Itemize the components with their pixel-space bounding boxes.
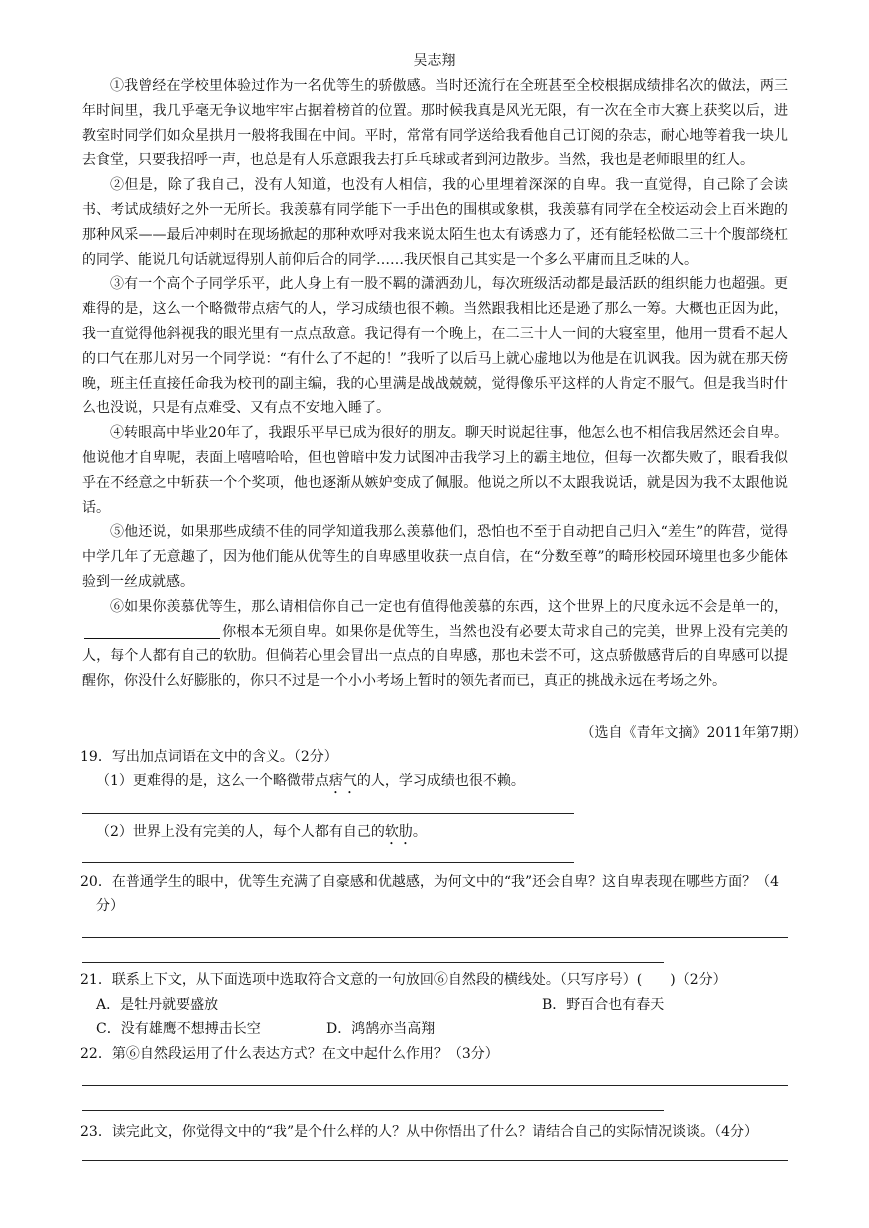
paragraph-1: ①我曾经在学校里体验过作为一名优等生的骄傲感。当时还流行在全班甚至全校根据成绩排名次的做法，两三年时间里，我几乎毫无争议地牢牢占据着榜首的位置。那时候我真是风光无限，有一次在全市大赛上获奖以后，进教室时同学们如众星拱月一般将我围在中间。平时，常常有同学送给我看他自己订阅的杂志，耐心地等着我一块儿去食堂，只要我招呼一声，也总是有人乐意跟我去打乒乓球或者到河边散步。当然，我也是老师眼里的红人。: [82, 78, 788, 169]
question-19-sub-1: [96, 770, 525, 797]
article-source: （选自《青年文摘》2011年第7期）: [580, 725, 807, 741]
paragraph-4: ④转眼高中毕业20年了，我跟乐平早已成为很好的朋友。聊天时说起往事，他怎么也不相信我居然还会自卑。他说他才自卑呢，表面上嘻嘻哈哈，但也曾暗中发力试图冲击我学习上的霸主地位，但每一次都失败了，眼看我似乎在不经意之中斩获一个个奖项，他也逐渐从嫉妒变成了佩服。他说之所以不太跟我说话，就是因为我不太跟他说话。: [82, 425, 788, 516]
question-21-title: 21．联系上下文，从下面选项中选取符合文意的一句放回⑥自然段的横线处。（只写序号）( )（2分）: [80, 972, 727, 988]
q21-option-d: D．鸿鹄亦当高翔: [326, 1021, 436, 1037]
question-22-title: 22．第⑥自然段运用了什么表达方式？在文中起什么作用？（3分）: [80, 1046, 499, 1062]
paragraph-6-part-1: ⑥如果你羡慕优等生，那么请相信你自己一定也有值得他羡慕的东西，这个世界上的尺度永远不会是单一的，: [110, 598, 788, 615]
question-20-line-1: 20．在普通学生的眼中，优等生充满了自豪感和优越感，为何文中的“我”还会自卑？这自卑表现在哪些方面？（4: [80, 874, 780, 890]
paragraph-6-part-2: 你根本无须自卑。如果你是优等生，当然也没有必要太苛求自己的完美，世界上没有完美的人，每个人都有自己的软肋。但倘若心里会冒出一点点的自卑感，那也未尝不可，这点骄傲感背后的自卑感可以提醒你，你没什么好膨胀的，你只不过是一个小小考场上暂时的领先者而已，真正的挑战永远在考场之外。: [82, 623, 788, 690]
paragraph-5: ⑤他还说，如果那些成绩不佳的同学知道我那么羡慕他们，恐怕也不至于自动把自己归入“差生”的阵营，觉得中学几年了无意趣了，因为他们能从优等生的自卑感里收获一点自信，在“分数至尊”的畸形校园环境里也多少能体验到一丝成就感。: [82, 524, 788, 590]
answer-line-19-1[interactable]: [82, 813, 574, 814]
q21-option-c: C．没有雄鹰不想搏击长空: [96, 1021, 261, 1037]
answer-line-19-2[interactable]: [82, 862, 574, 863]
paragraph-6: [82, 595, 788, 694]
question-23-title: 23．读完此文，你觉得文中的“我”是个什么样的人？从中你悟出了什么？请结合自己的实际情况谈谈。（4分）: [80, 1124, 759, 1140]
q21-option-a: A．是牡丹就要盛放: [96, 997, 219, 1013]
answer-line-20-2[interactable]: [82, 962, 664, 963]
question-20-line-2: 分）: [96, 898, 124, 914]
q19-s2-dotted-word: 软肋: [384, 824, 413, 840]
answer-line-23-1[interactable]: [82, 1160, 788, 1161]
article-body: [82, 74, 788, 694]
answer-line-20-1[interactable]: [82, 937, 788, 938]
question-19-sub-2: [96, 821, 427, 848]
q19-s1-pre: （1）更难得的是，这么一个略微带点: [96, 773, 329, 789]
paragraph-3: ③有一个高个子同学乐平，此人身上有一股不羁的潇洒劲儿，每次班级活动都是最活跃的组织能力也超强。更难得的是，这么一个略微带点痞气的人，学习成绩也很不赖。当然跟我相比还是逊了那么一筹。大概也正因为此，我一直觉得他斜视我的眼光里有一点点敌意。我记得有一个晚上，在二三十人一间的大寝室里，他用一贯看不起人的口气在那儿对另一个同学说：“有什么了不起的！”我听了以后马上就心虚地以为他是在讥讽我。因为就在那天傍晚，班主任直接任命我为校刊的副主编，我的心里满是战战兢兢，觉得像乐平这样的人肯定不服气。但是我当时什么也没说，只是有点难受、又有点不安地入睡了。: [82, 276, 788, 417]
q21-option-b: B．野百合也有春天: [542, 997, 665, 1013]
answer-line-22-1[interactable]: [82, 1085, 788, 1086]
question-19-title: 19．写出加点词语在文中的含义。（2分）: [80, 749, 338, 765]
article-author: 吴志翔: [413, 53, 456, 69]
q19-s2-pre: （2）世界上没有完美的人，每个人都有自己的: [96, 824, 385, 840]
answer-line-22-2[interactable]: [82, 1110, 664, 1111]
paragraph-2: ②但是，除了我自己，没有人知道，也没有人相信，我的心里埋着深深的自卑。我一直觉得，自己除了会读书、考试成绩好之外一无所长。我羡慕有同学能下一手出色的围棋或象棋，我羡慕有同学在全校运动会上百米跑的那种风采——最后冲刺时在现场掀起的那种欢呼对我来说太陌生也太有诱惑力了，还有能轻松做二三十个腹部绕杠的同学、能说几句话就逗得别人前仰后合的同学……我厌恨自己其实是一个多么平庸而且乏味的人。: [82, 177, 788, 268]
fill-blank-line[interactable]: [84, 622, 220, 639]
q19-s1-post: 的人，学习成绩也很不赖。: [356, 773, 525, 789]
q19-s2-post: 。: [412, 824, 427, 840]
q19-s1-dotted-word: 痞气: [328, 773, 357, 789]
